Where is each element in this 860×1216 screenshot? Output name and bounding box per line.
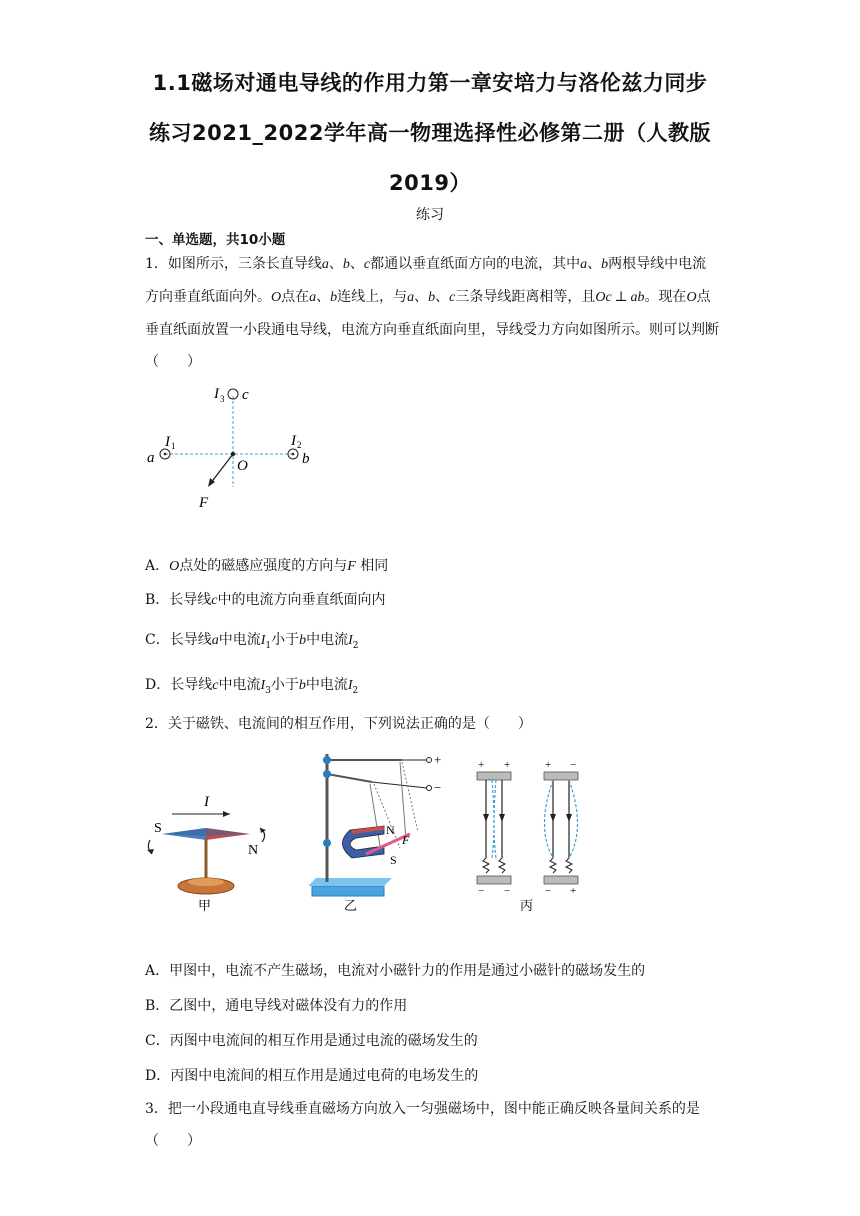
- q1-option-c[interactable]: C．长导线a中电流$I_1$小于b中电流$I_2$: [145, 632, 359, 651]
- question-1: 1．如图所示，三条长直导线a、b、c都通以垂直纸面方向的电流，其中a、b两根导线中电流方向垂直纸面向外。O点在a、b连线上，与a、b、c三条导线距离相等，且Oc ⊥ ab。现在O点垂直纸面放置一小段通电导线，电流方向垂直纸面向里，导线受力方向如图所示。则可以判断（ ）: [145, 256, 719, 370]
- svg-text:+: +: [478, 759, 485, 771]
- svg-text:3: 3: [220, 394, 225, 404]
- svg-text:F: F: [402, 833, 410, 847]
- svg-text:I: I: [204, 794, 209, 810]
- label-I2: I: [291, 433, 296, 449]
- svg-text:+: +: [545, 759, 552, 771]
- label-jia: 甲: [198, 898, 212, 913]
- q2-number: 2．: [145, 716, 168, 732]
- q2-option-d[interactable]: D．丙图中电流间的相互作用是通过电荷的电场发生的: [145, 1068, 479, 1084]
- q1-number: 1．: [145, 256, 168, 272]
- q1-option-b[interactable]: B．长导线c中的电流方向垂直纸面向内: [145, 592, 386, 608]
- q2-option-c[interactable]: C．丙图中电流间的相互作用是通过电流的磁场发生的: [145, 1033, 478, 1049]
- label-I1: I: [165, 434, 170, 450]
- label-S: S: [154, 821, 162, 836]
- section-heading: 一、单选题，共10小题: [145, 232, 286, 248]
- svg-text:+: +: [434, 752, 442, 767]
- q1-option-a[interactable]: A．O点处的磁感应强度的方向与F 相同: [145, 558, 389, 574]
- q2-figure: [140, 748, 600, 920]
- label-N-magnet: N: [386, 823, 395, 837]
- q3-number: 3．: [145, 1101, 168, 1117]
- svg-text:−: −: [434, 780, 442, 795]
- q2-option-b[interactable]: B．乙图中，通电导线对磁体没有力的作用: [145, 998, 408, 1014]
- svg-text:+: +: [570, 885, 577, 897]
- title-line-3: 2019）: [389, 171, 471, 195]
- page-title: [70, 58, 790, 208]
- label-F: F: [199, 495, 209, 511]
- svg-text:2: 2: [297, 440, 302, 450]
- svg-text:1: 1: [171, 441, 176, 451]
- title-line-2: 练习2021_2022学年高一物理选择性必修第二册（人教版: [149, 121, 711, 145]
- q2-option-a[interactable]: A．甲图中，电流不产生磁场，电流对小磁针力的作用是通过小磁针的磁场发生的: [145, 963, 646, 979]
- label-I3: I: [214, 386, 219, 402]
- figure-jia: [147, 794, 266, 913]
- label-S-magnet: S: [390, 853, 397, 867]
- question-3: 3．把一小段通电直导线垂直磁场方向放入一匀强磁场中，图中能正确反映各量间关系的是（ ）: [145, 1101, 700, 1149]
- label-c: c: [242, 387, 249, 403]
- label-yi: 乙: [344, 898, 358, 913]
- figure-yi: [308, 752, 441, 913]
- svg-text:−: −: [478, 885, 485, 897]
- question-2: 2．关于磁铁、电流间的相互作用，下列说法正确的是（ ）: [145, 716, 532, 732]
- svg-text:−: −: [570, 759, 577, 771]
- q1-option-d[interactable]: D．长导线c中电流$I_3$小于b中电流$I_2$: [145, 677, 359, 696]
- label-b: b: [302, 451, 310, 467]
- label-bing: 丙: [520, 898, 534, 913]
- svg-text:+: +: [504, 759, 511, 771]
- svg-text:−: −: [504, 885, 511, 897]
- svg-text:−: −: [545, 885, 552, 897]
- subtitle: 练习: [416, 207, 444, 223]
- label-a: a: [147, 450, 155, 466]
- q1-figure: [140, 382, 340, 517]
- label-N: N: [248, 843, 259, 858]
- figure-bing: [477, 759, 578, 913]
- title-line-1: 1.1磁场对通电导线的作用力第一章安培力与洛伦兹力同步: [152, 71, 708, 95]
- label-O: O: [237, 458, 248, 474]
- force-arrow: [210, 454, 233, 484]
